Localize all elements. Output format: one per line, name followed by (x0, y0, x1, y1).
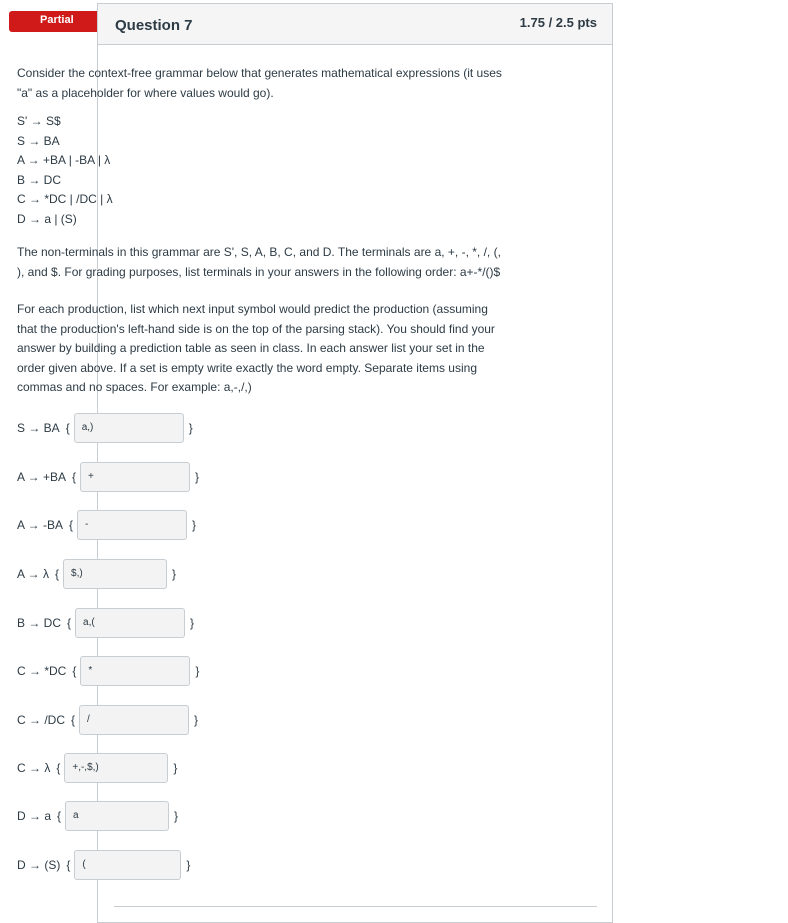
close-brace: } (192, 518, 197, 532)
intro-paragraph: Consider the context-free grammar below that generates mathematical expressions (it uses "a" as a placeholder for where values would go). (17, 66, 502, 100)
grammar-rule: B → DC (17, 172, 62, 187)
close-brace: } (173, 761, 178, 775)
answer-input[interactable]: a,( (75, 608, 185, 638)
answer-input[interactable]: ( (74, 850, 181, 880)
grammar-rule: D → a | (S) (17, 211, 77, 226)
grammar-rule: A → +BA | -BA | λ (17, 153, 111, 167)
grammar-rule: S → BA (17, 133, 60, 148)
production-label: S → BA (17, 421, 60, 435)
close-brace: } (188, 421, 193, 435)
open-brace: { (56, 761, 61, 775)
answer-row (17, 656, 199, 686)
open-brace: { (57, 809, 62, 823)
terminals-paragraph: The non-terminals in this grammar are S', S, A, B, C, and D. The terminals are a, +, -, *, /, (, ), and $. For grading purposes, list terminals in your answers in the following order: a+-*/()$ (17, 245, 501, 279)
answer-row (17, 559, 176, 589)
answer-row (17, 462, 199, 492)
close-brace: } (172, 567, 177, 581)
grammar-rule: S' → S$ (17, 114, 61, 128)
production-label: C → λ (17, 761, 51, 775)
partial-badge: Partial (9, 11, 106, 32)
question-points: 1.75 / 2.5 pts (519, 15, 597, 30)
production-label: D → (S) (17, 858, 61, 872)
divider (114, 906, 597, 907)
open-brace: { (72, 470, 77, 484)
answer-input[interactable]: $,) (63, 559, 167, 589)
production-label: A → +BA (17, 470, 67, 484)
open-brace: { (69, 518, 74, 532)
open-brace: { (55, 567, 60, 581)
answer-input[interactable]: - (77, 510, 187, 540)
instructions-paragraph: For each production, list which next input symbol would predict the production (assuming that the production's left-hand side is on the top of the parsing stack). You should find your answer by building a prediction table as seen in class. In each answer list your set in the order given above. If a set is empty write exactly the word empty. Separate items using commas and no spaces. For example: a,-,/,) (17, 302, 495, 394)
answer-row (17, 413, 193, 443)
production-label: B → DC (17, 616, 62, 630)
answer-row (17, 801, 178, 831)
production-label: A → -BA (17, 518, 64, 532)
grammar-rule: C → *DC | /DC | λ (17, 192, 113, 206)
grammar-block (17, 112, 502, 229)
question-title: Question 7 (115, 17, 193, 34)
close-brace: } (190, 616, 195, 630)
production-label: C → *DC (17, 664, 67, 678)
answer-row (17, 850, 190, 880)
open-brace: { (67, 616, 72, 630)
answer-input[interactable]: +,-,$,) (64, 753, 168, 783)
open-brace: { (72, 664, 77, 678)
production-label: C → /DC (17, 713, 65, 727)
close-brace: } (174, 809, 179, 823)
answer-row (17, 705, 198, 735)
answer-input[interactable]: * (80, 656, 190, 686)
answer-row (17, 608, 194, 638)
answer-input[interactable]: a,) (74, 413, 184, 443)
question-text (17, 64, 502, 398)
close-brace: } (194, 713, 199, 727)
answer-input[interactable]: a (65, 801, 169, 831)
open-brace: { (71, 713, 76, 727)
question-header (98, 4, 612, 45)
production-label: D → a (17, 809, 52, 823)
answer-row (17, 510, 196, 540)
close-brace: } (195, 664, 200, 678)
close-brace: } (195, 470, 200, 484)
production-label: A → λ (17, 567, 50, 581)
answer-row (17, 753, 177, 783)
open-brace: { (65, 421, 70, 435)
close-brace: } (186, 858, 191, 872)
answer-input[interactable]: / (79, 705, 189, 735)
answer-input[interactable]: + (80, 462, 190, 492)
open-brace: { (66, 858, 71, 872)
